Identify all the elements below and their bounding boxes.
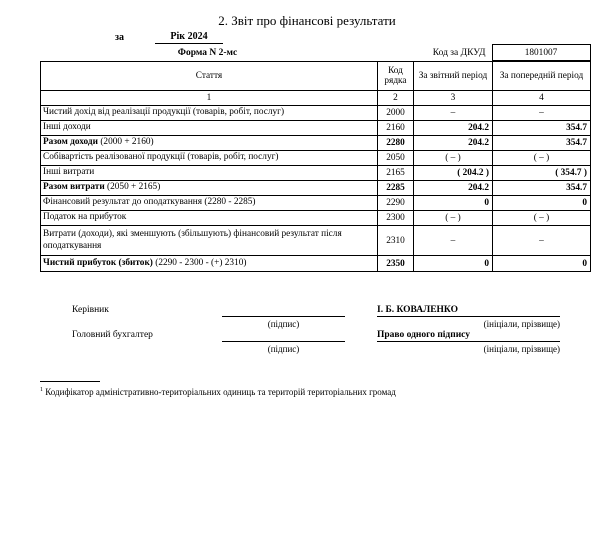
row-previous-value: ( 354.7 ) xyxy=(493,166,591,181)
row-code: 2165 xyxy=(378,166,414,181)
row-code: 2300 xyxy=(378,211,414,226)
row-article-text: (2050 + 2165) xyxy=(104,182,161,193)
head-signature-line xyxy=(222,316,345,317)
footnote-divider xyxy=(40,381,100,382)
row-article xyxy=(41,181,378,196)
table-row xyxy=(41,106,591,121)
form-name: Форма N 2-мс xyxy=(177,47,238,58)
row-article-bold: Разом доходи xyxy=(43,137,98,148)
header-current: За звітний період xyxy=(414,62,493,91)
accountant-signature-line xyxy=(222,341,345,342)
table-row xyxy=(41,151,591,166)
accountant-label: Головний бухгалтер xyxy=(72,330,153,340)
row-article xyxy=(41,136,378,151)
header-article: Стаття xyxy=(41,62,378,91)
table-row xyxy=(41,256,591,272)
row-previous-value: ( – ) xyxy=(493,151,591,166)
period-value: Рік 2024 xyxy=(155,31,223,44)
row-current-value: 204.2 xyxy=(414,181,493,196)
row-current-value: 204.2 xyxy=(414,121,493,136)
row-previous-value: – xyxy=(493,226,591,256)
footnote xyxy=(40,387,396,397)
row-code: 2000 xyxy=(378,106,414,121)
period-label: за xyxy=(115,32,125,43)
row-code: 2310 xyxy=(378,226,414,256)
column-number: 2 xyxy=(378,91,414,106)
table-row xyxy=(41,136,591,151)
row-previous-value: 354.7 xyxy=(493,121,591,136)
footnote-text: Кодифікатор адміністративно-територіальних одиниць та територій територіальних громад xyxy=(45,387,396,397)
column-number: 1 xyxy=(41,91,378,106)
table-row xyxy=(41,181,591,196)
table-row xyxy=(41,211,591,226)
accountant-name-caption: (ініціали, прізвище) xyxy=(483,344,560,354)
accountant-name-line xyxy=(377,341,560,342)
row-article-text: (2000 + 2160) xyxy=(98,137,154,148)
row-previous-value: 0 xyxy=(493,196,591,211)
row-code: 2285 xyxy=(378,181,414,196)
table-row xyxy=(41,196,591,211)
row-previous-value: 0 xyxy=(493,256,591,272)
row-current-value: – xyxy=(414,226,493,256)
row-article xyxy=(41,106,378,121)
row-article-text: Інші доходи xyxy=(43,122,91,133)
row-article-text: Собівартість реалізованої продукції (товарів, робіт, послуг) xyxy=(43,152,279,163)
kod-dkud-value: 1801007 xyxy=(492,45,590,61)
footnote-mark: 1 xyxy=(40,387,43,393)
row-article-bold: Разом витрати xyxy=(43,182,105,193)
form-header xyxy=(40,44,591,61)
head-name-caption: (ініціали, прізвище) xyxy=(483,319,560,329)
head-name: І. Б. КОВАЛЕНКО xyxy=(377,305,458,315)
row-current-value: 0 xyxy=(414,196,493,211)
row-article-text: Витрати (доходи), які зменшують (збільшують) фінансовий результат після оподаткування xyxy=(43,228,342,251)
row-article xyxy=(41,196,378,211)
header-code: Код рядка xyxy=(378,62,414,91)
row-article-text: Податок на прибуток xyxy=(43,212,127,223)
row-code: 2290 xyxy=(378,196,414,211)
column-number: 3 xyxy=(414,91,493,106)
row-previous-value: ( – ) xyxy=(493,211,591,226)
row-previous-value: – xyxy=(493,106,591,121)
head-signature-caption: (підпис) xyxy=(267,319,300,329)
row-article-bold: Чистий прибуток (збиток) xyxy=(43,257,153,268)
row-article-text: (2290 - 2300 - (+) 2310) xyxy=(152,257,247,268)
row-current-value: ( – ) xyxy=(414,151,493,166)
row-code: 2160 xyxy=(378,121,414,136)
row-code: 2050 xyxy=(378,151,414,166)
kod-dkud-label: Код за ДКУД xyxy=(432,47,486,58)
row-article xyxy=(41,211,378,226)
accountant-signature-caption: (підпис) xyxy=(267,344,300,354)
accountant-name: Право одного підпису xyxy=(377,330,471,340)
row-article-text: Інші витрати xyxy=(43,167,95,178)
table-row xyxy=(41,121,591,136)
row-article xyxy=(41,226,378,256)
row-article xyxy=(41,151,378,166)
head-label: Керівник xyxy=(72,305,109,315)
row-current-value: ( – ) xyxy=(414,211,493,226)
row-current-value: ( 204.2 ) xyxy=(414,166,493,181)
financial-results-table xyxy=(40,61,591,272)
header-previous: За попередній період xyxy=(493,62,591,91)
row-code: 2350 xyxy=(378,256,414,272)
row-article xyxy=(41,166,378,181)
row-article xyxy=(41,256,378,272)
row-current-value: – xyxy=(414,106,493,121)
row-previous-value: 354.7 xyxy=(493,136,591,151)
row-article xyxy=(41,121,378,136)
row-current-value: 0 xyxy=(414,256,493,272)
row-article-text: Фінансовий результат до оподаткування (2280 - 2285) xyxy=(43,197,256,208)
table-row xyxy=(41,166,591,181)
column-number: 4 xyxy=(493,91,591,106)
table-row xyxy=(41,226,591,256)
page-title: 2. Звіт про фінансові результати xyxy=(218,13,396,28)
row-previous-value: 354.7 xyxy=(493,181,591,196)
row-article-text: Чистий дохід від реалізації продукції (товарів, робіт, послуг) xyxy=(43,107,285,118)
head-name-line xyxy=(377,316,560,317)
row-code: 2280 xyxy=(378,136,414,151)
row-current-value: 204.2 xyxy=(414,136,493,151)
